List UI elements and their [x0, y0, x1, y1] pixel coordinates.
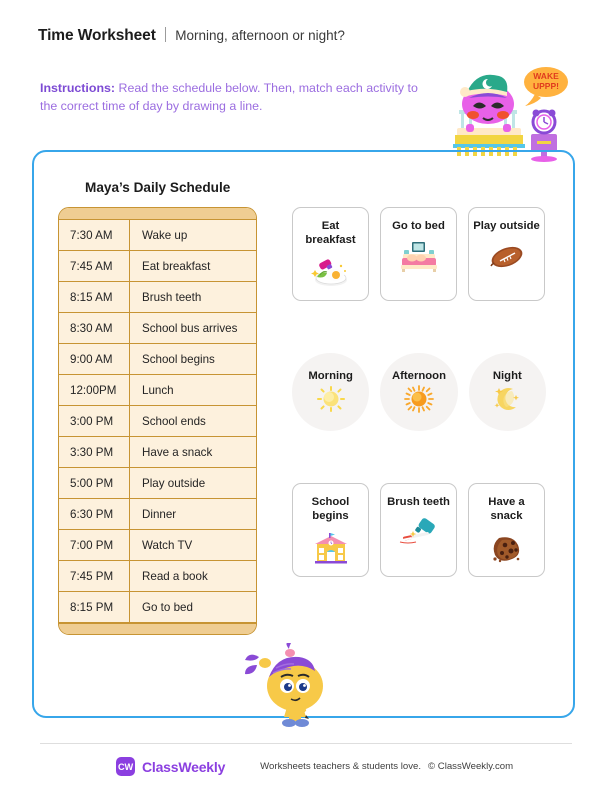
- cell-activity: Have a snack: [142, 445, 213, 459]
- time-of-day-card-afternoon[interactable]: [380, 353, 457, 431]
- table-top-band: [59, 208, 256, 220]
- card-label: Eat breakfast: [305, 220, 356, 247]
- cell-activity: Read a book: [142, 569, 208, 583]
- cell-activity: School bus arrives: [142, 321, 238, 335]
- footer-divider: [40, 743, 572, 744]
- wake-up-illustration: [447, 62, 573, 162]
- classweekly-logo-icon: CW: [116, 757, 135, 776]
- breakfast-plate-icon: [311, 255, 351, 289]
- activity-card-play-outside[interactable]: [468, 207, 545, 301]
- title-divider: [165, 27, 167, 42]
- cell-time: 12:00PM: [59, 375, 130, 405]
- cell-time: 7:30 AM: [59, 220, 130, 250]
- activity-card-brush-teeth[interactable]: [380, 483, 457, 577]
- table-row: [59, 220, 256, 251]
- table-row: [59, 282, 256, 313]
- svg-text:WAKE: WAKE: [533, 71, 559, 81]
- activity-card-school-begins[interactable]: [292, 483, 369, 577]
- card-label: Brush teeth: [387, 496, 450, 508]
- cell-time: 8:30 AM: [59, 313, 130, 343]
- table-row: [59, 499, 256, 530]
- activity-card-have-a-snack[interactable]: [468, 483, 545, 577]
- card-label: Go to bed: [392, 220, 445, 232]
- footer-tagline: Worksheets teachers & students love.: [260, 761, 422, 772]
- cell-time: 3:00 PM: [59, 406, 130, 436]
- cell-activity: Watch TV: [142, 538, 193, 552]
- cell-activity: Eat breakfast: [142, 259, 211, 273]
- schedule-table: [58, 207, 257, 635]
- cell-activity: Lunch: [142, 383, 174, 397]
- cell-time: 7:45 AM: [59, 251, 130, 281]
- student-character-illustration: [243, 643, 347, 728]
- cell-activity: Go to bed: [142, 600, 193, 614]
- instructions-block: [40, 80, 430, 116]
- card-label: Morning: [308, 370, 353, 382]
- table-row: [59, 313, 256, 344]
- cell-activity: Play outside: [142, 476, 206, 490]
- cookie-icon: [487, 531, 527, 565]
- table-row: [59, 251, 256, 282]
- schedule-title: Maya’s Daily Schedule: [85, 180, 231, 195]
- cell-activity: Wake up: [142, 228, 188, 242]
- page-subtitle: Morning, afternoon or night?: [175, 28, 345, 43]
- cell-activity: School begins: [142, 352, 215, 366]
- instructions-text: Read the schedule below. Then, match each activity to the correct time of day by drawing a line.: [40, 81, 418, 113]
- page-title: Time Worksheet: [38, 27, 156, 44]
- footer: [116, 757, 513, 776]
- svg-text:UPPP!: UPPP!: [533, 81, 559, 91]
- cell-time: 3:30 PM: [59, 437, 130, 467]
- time-of-day-card-night[interactable]: [469, 353, 546, 431]
- cell-time: 7:00 PM: [59, 530, 130, 560]
- football-icon: [487, 240, 527, 274]
- cell-time: 5:00 PM: [59, 468, 130, 498]
- table-row: [59, 406, 256, 437]
- cell-time: 7:45 PM: [59, 561, 130, 591]
- cell-time: 8:15 PM: [59, 592, 130, 622]
- table-row: [59, 561, 256, 592]
- cell-time: 6:30 PM: [59, 499, 130, 529]
- activity-card-eat-breakfast[interactable]: [292, 207, 369, 301]
- table-row: [59, 468, 256, 499]
- pale-sun-icon: [314, 384, 348, 414]
- page-header: [38, 25, 345, 45]
- bright-sun-icon: [402, 384, 436, 414]
- table-row: [59, 530, 256, 561]
- cell-activity: Brush teeth: [142, 290, 202, 304]
- activity-card-row-bottom: [292, 483, 546, 577]
- time-of-day-card-row: [292, 353, 546, 431]
- table-row: [59, 344, 256, 375]
- table-row: [59, 375, 256, 406]
- table-row: [59, 437, 256, 468]
- footer-copyright: © ClassWeekly.com: [428, 761, 514, 772]
- table-row: [59, 592, 256, 623]
- activity-card-row-top: [292, 207, 546, 301]
- toothbrush-icon: [399, 516, 439, 550]
- crescent-moon-icon: [490, 384, 524, 414]
- table-bottom-band: [59, 623, 256, 634]
- card-label: Afternoon: [392, 370, 446, 382]
- activity-card-go-to-bed[interactable]: [380, 207, 457, 301]
- instructions-label: Instructions:: [40, 81, 116, 95]
- card-label: Have a snack: [488, 496, 525, 523]
- bed-icon: [399, 240, 439, 274]
- card-label: Play outside: [473, 220, 540, 232]
- cell-activity: School ends: [142, 414, 206, 428]
- card-label: School begins: [311, 496, 350, 523]
- brand-name: ClassWeekly: [142, 758, 226, 775]
- cell-time: 8:15 AM: [59, 282, 130, 312]
- time-of-day-card-morning[interactable]: [292, 353, 369, 431]
- cell-activity: Dinner: [142, 507, 177, 521]
- card-label: Night: [492, 370, 522, 382]
- matching-cards-column: [292, 207, 546, 577]
- school-building-icon: [311, 531, 351, 565]
- cell-time: 9:00 AM: [59, 344, 130, 374]
